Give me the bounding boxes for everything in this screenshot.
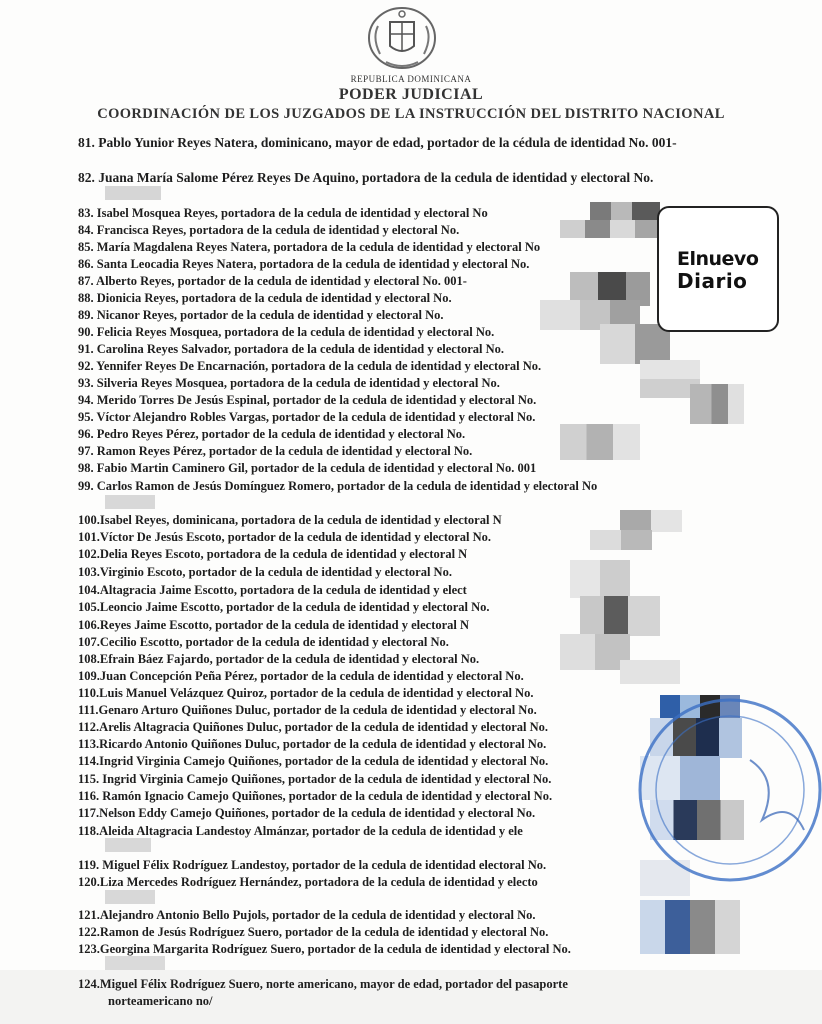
entry-122: 122.Ramon de Jesús Rodríguez Suero, portador de la cedula de identidad y electoral No. — [78, 925, 549, 939]
entry-120: 120.Liza Mercedes Rodríguez Hernández, portadora de la cedula de identidad y electo — [78, 875, 538, 889]
entry-84: 84. Francisca Reyes, portadora de la cedula de identidad y electoral No. — [78, 223, 460, 237]
entry-87: 87. Alberto Reyes, portador de la cedula de identidad y electoral No. 001- — [78, 274, 467, 288]
entry-110: 110.Luis Manuel Velázquez Quiroz, portador de la cedula de identidad y electoral No. — [78, 686, 534, 700]
redaction-block — [620, 510, 682, 532]
entry-82: 82. Juana María Salome Pérez Reyes De Aquino, portadora de la cedula de identidad y electoral No. — [78, 170, 654, 185]
entry-94: 94. Merido Torres De Jesús Espinal, portador de la cedula de identidad y electoral No. — [78, 393, 537, 407]
logo-text-bottom: Diario — [677, 269, 748, 293]
entry-103: 103.Virginio Escoto, portador de la cedula de identidad y electoral No. — [78, 565, 452, 579]
redaction-block — [620, 660, 680, 684]
entry-111: 111.Genaro Arturo Quiñones Duluc, portador de la cedula de identidad y electoral No. — [78, 703, 537, 717]
entry-112: 112.Arelis Altagracia Quiñones Duluc, portador de la cedula de identidad y electoral No. — [78, 720, 549, 734]
redaction-block — [105, 956, 165, 970]
coat-of-arms-seal — [362, 2, 442, 74]
redaction-block — [580, 596, 660, 636]
redaction-block — [105, 495, 155, 509]
redaction-block — [640, 900, 740, 954]
header-office: COORDINACIÓN DE LOS JUZGADOS DE LA INSTRUCCIÓN DEL DISTRITO NACIONAL — [97, 106, 725, 122]
redaction-block — [105, 186, 161, 200]
redaction-block — [105, 890, 155, 904]
entry-107: 107.Cecilio Escotto, portador de la cedula de identidad y electoral No. — [78, 635, 449, 649]
entry-95: 95. Víctor Alejandro Robles Vargas, portador de la cedula de identidad y electoral No. — [78, 410, 536, 424]
redaction-block — [560, 424, 640, 460]
entry-86: 86. Santa Leocadia Reyes Natera, portadora de la cedula de identidad y electoral No. — [78, 257, 530, 271]
el-nuevo-diario-logo — [657, 206, 779, 332]
entry-83: 83. Isabel Mosquea Reyes, portadora de la cedula de identidad y electoral No — [78, 206, 488, 220]
entry-85: 85. María Magdalena Reyes Natera, portadora de la cedula de identidad y electoral No — [78, 240, 541, 254]
entry-92: 92. Yennifer Reyes De Encarnación, portadora de la cedula de identidad y electoral No. — [78, 359, 542, 373]
entry-115: 115. Ingrid Virginia Camejo Quiñones, portador de la cedula de identidad y electoral No. — [78, 772, 552, 786]
entry-114: 114.Ingrid Virginia Camejo Quiñones, portador de la cedula de identidad y electoral No. — [78, 754, 549, 768]
redaction-block — [590, 202, 660, 222]
header-republic: REPUBLICA DOMINICANA — [350, 74, 472, 84]
redaction-block — [570, 560, 630, 598]
entry-116: 116. Ramón Ignacio Camejo Quiñones, portador de la cedula de identidad y electoral No. — [78, 789, 553, 803]
entry-121: 121.Alejandro Antonio Bello Pujols, portador de la cedula de identidad y electoral No. — [78, 908, 536, 922]
logo-text-top: Elnuevo — [677, 248, 759, 270]
redaction-block — [600, 324, 670, 364]
redaction-block — [590, 530, 652, 550]
entry-119: 119. Miguel Félix Rodríguez Landestoy, portador de la cedula de identidad electoral No. — [78, 858, 547, 872]
entry-117: 117.Nelson Eddy Camejo Quiñones, portador de la cedula de identidad y electoral No. — [78, 806, 536, 820]
court-stamp — [590, 690, 822, 900]
entry-104: 104.Altagracia Jaime Escotto, portadora de la cedula de identidad y elect — [78, 583, 467, 597]
entry-91: 91. Carolina Reyes Salvador, portadora de la cedula de identidad y electoral No. — [78, 342, 505, 356]
entry-90: 90. Felicia Reyes Mosquea, portadora de la cedula de identidad y electoral No. — [78, 325, 495, 339]
entry-124: 124.Miguel Félix Rodríguez Suero, norte americano, mayor de edad, portador del pasaporte — [78, 977, 568, 991]
redaction-block — [105, 838, 151, 852]
entry-89: 89. Nicanor Reyes, portador de la cedula de identidad y electoral No. — [78, 308, 444, 322]
entry-101: 101.Víctor De Jesús Escoto, portador de la cedula de identidad y electoral No. — [78, 530, 492, 544]
entry-109: 109.Juan Concepción Peña Pérez, portador de la cedula de identidad y electoral No. — [78, 669, 524, 683]
entry-106: 106.Reyes Jaime Escotto, portador de la cedula de identidad y electoral N — [78, 618, 470, 632]
entry-99: 99. Carlos Ramon de Jesús Domínguez Romero, portador de la cedula de identidad y electoral No — [78, 479, 598, 493]
entry-81: 81. Pablo Yunior Reyes Natera, dominicano, mayor de edad, portador de la cédula de identidad No. 001- — [78, 135, 677, 150]
entry-113: 113.Ricardo Antonio Quiñones Duluc, portador de la cedula de identidad y electoral No. — [78, 737, 547, 751]
entry-123: 123.Georgina Margarita Rodríguez Suero, portador de la cedula de identidad y electoral No. — [78, 942, 571, 956]
entry-97: 97. Ramon Reyes Pérez, portador de la cedula de identidad y electoral No. — [78, 444, 473, 458]
header-branch: PODER JUDICIAL — [338, 86, 484, 103]
entry-96: 96. Pedro Reyes Pérez, portador de la cedula de identidad y electoral No. — [78, 427, 466, 441]
entry-124-continuation: norteamericano no/ — [108, 994, 213, 1008]
entry-102: 102.Delia Reyes Escoto, portadora de la cedula de identidad y electoral N — [78, 547, 468, 561]
entry-100: 100.Isabel Reyes, dominicana, portadora de la cedula de identidad y electoral N — [78, 513, 502, 527]
entry-118: 118.Aleida Altagracia Landestoy Almánzar, portador de la cedula de identidad y ele — [78, 824, 523, 838]
redaction-block — [560, 220, 660, 238]
entry-88: 88. Dionicia Reyes, portadora de la cedula de identidad y electoral No. — [78, 291, 452, 305]
entry-108: 108.Efrain Báez Fajardo, portador de la cedula de identidad y electoral No. — [78, 652, 480, 666]
entry-93: 93. Silveria Reyes Mosquea, portadora de la cedula de identidad y electoral No. — [78, 376, 500, 390]
redaction-block — [690, 384, 744, 424]
entry-98: 98. Fabio Martin Caminero Gil, portador de la cedula de identidad y electoral No. 001 — [78, 461, 537, 475]
entry-105: 105.Leoncio Jaime Escotto, portador de la cedula de identidad y electoral No. — [78, 600, 490, 614]
